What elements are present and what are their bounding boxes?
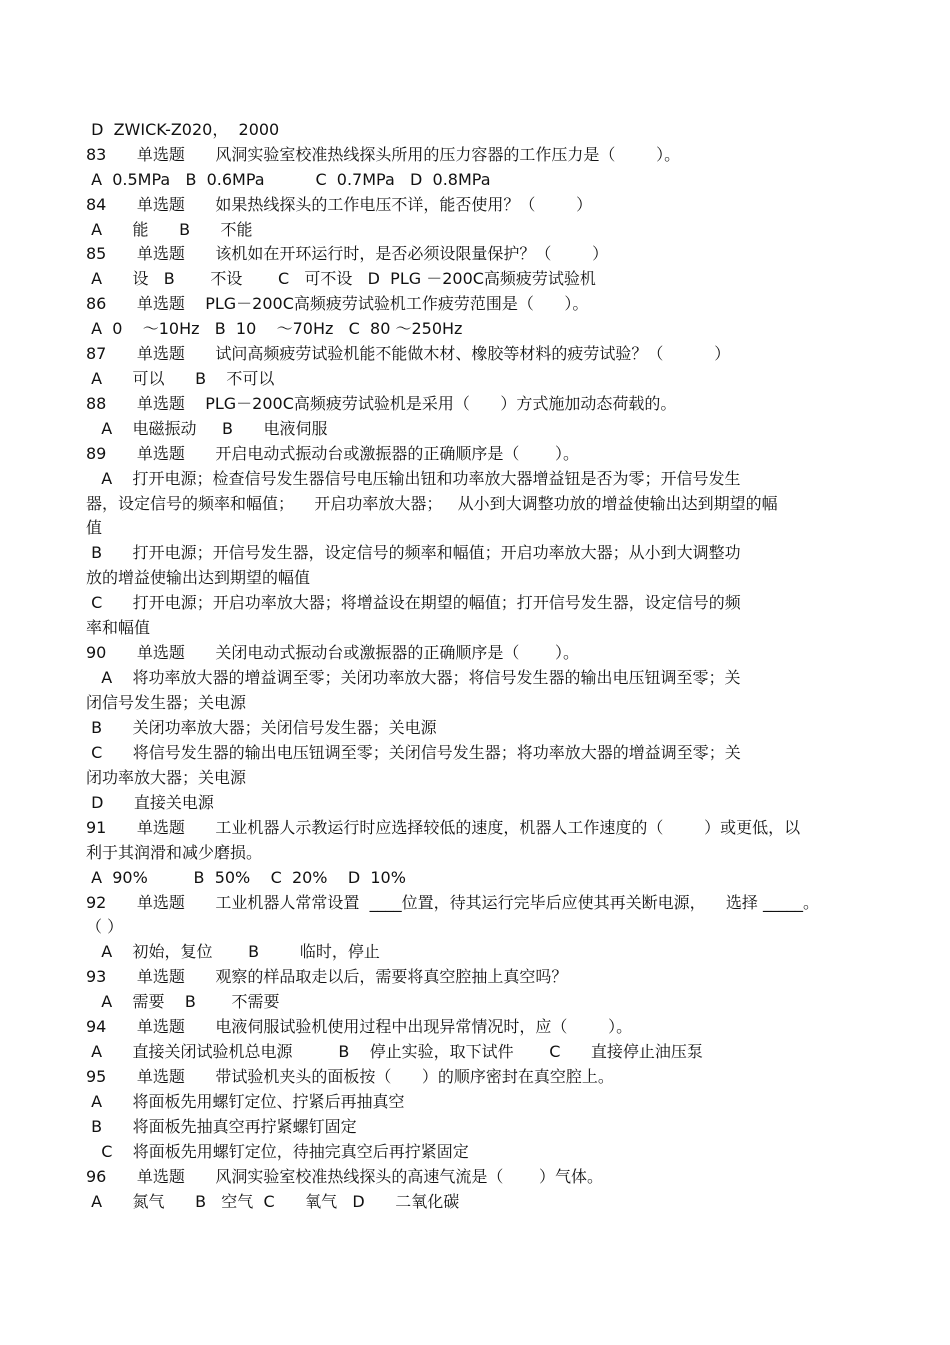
question-line: 89 单选题 开启电动式振动台或激振器的正确顺序是（ ）。 xyxy=(86,444,579,463)
option-continuation: 值 xyxy=(86,518,103,537)
question-line: 87 单选题 试问高频疲劳试验机能不能做木材、橡胶等材料的疲劳试验？（ ） xyxy=(86,344,731,363)
question-line: 92 单选题 工业机器人常常设置 ____位置，待其运行完毕后应使其再关断电源， 选择 _____。 xyxy=(86,893,819,912)
options-line: A 氮气 B 空气 C 氧气 D 二氧化碳 xyxy=(86,1192,460,1211)
question-line: 94 单选题 电液伺服试验机使用过程中出现异常情况时，应（ ）。 xyxy=(86,1017,633,1036)
text-line: D ZWICK-Z020， 2000 xyxy=(86,120,280,139)
question-line: 83 单选题 风洞实验室校准热线探头所用的压力容器的工作压力是（ ）。 xyxy=(86,145,681,164)
question-line: 84 单选题 如果热线探头的工作电压不详，能否使用？（ ） xyxy=(86,195,593,214)
option-line: B 打开电源；开信号发生器，设定信号的频率和幅值；开启功率放大器；从小到大调整功 xyxy=(86,543,741,562)
option-continuation: 率和幅值 xyxy=(86,618,151,637)
option-line: C 打开电源；开启功率放大器；将增益设在期望的幅值；打开信号发生器，设定信号的频 xyxy=(86,593,741,612)
option-continuation: 闭信号发生器；关电源 xyxy=(86,693,247,712)
options-line: A 能 B 不能 xyxy=(86,220,253,239)
question-line: 91 单选题 工业机器人示教运行时应选择较低的速度，机器人工作速度的（ ）或更低，以 xyxy=(86,818,801,837)
question-line: 93 单选题 观察的样品取走以后，需要将真空腔抽上真空吗？ xyxy=(86,967,568,986)
options-line: A 0.5MPa B 0.6MPa C 0.7MPa D 0.8MPa xyxy=(86,170,491,189)
option-line: C 将信号发生器的输出电压钮调至零；关闭信号发生器；将功率放大器的增益调至零；关 xyxy=(86,743,741,762)
option-line: C 将面板先用螺钉定位，待抽完真空后再拧紧固定 xyxy=(86,1142,469,1161)
option-continuation: 器，设定信号的频率和幅值； 开启功率放大器； 从小到大调整功放的增益使输出达到期望的幅 xyxy=(86,494,778,513)
question-line: 86 单选题 PLG－200C高频疲劳试验机工作疲劳范围是（ ）。 xyxy=(86,294,589,313)
question-line: 85 单选题 该机如在开环运行时，是否必须设限量保护？（ ） xyxy=(86,244,609,263)
question-continuation: （ ） xyxy=(86,917,124,936)
options-line: A 90% B 50% C 20% D 10% xyxy=(86,868,406,887)
options-line: A 设 B 不设 C 可不设 D PLG －200C高频疲劳试验机 xyxy=(86,269,596,288)
option-line: A 将功率放大器的增益调至零；关闭功率放大器；将信号发生器的输出电压钮调至零；关 xyxy=(86,668,741,687)
options-line: A 电磁振动 B 电液伺服 xyxy=(86,419,328,438)
question-line: 96 单选题 风洞实验室校准热线探头的高速气流是（ ）气体。 xyxy=(86,1167,603,1186)
question-line: 95 单选题 带试验机夹头的面板按（ ）的顺序密封在真空腔上。 xyxy=(86,1067,614,1086)
option-line: B 关闭功率放大器；关闭信号发生器；关电源 xyxy=(86,718,437,737)
option-line: A 打开电源；检查信号发生器信号电压输出钮和功率放大器增益钮是否为零；开信号发生 xyxy=(86,469,741,488)
options-line: A 直接关闭试验机总电源 B 停止实验，取下试件 C 直接停止油压泵 xyxy=(86,1042,703,1061)
question-line: 90 单选题 关闭电动式振动台或激振器的正确顺序是（ ）。 xyxy=(86,643,579,662)
option-line: B 将面板先抽真空再拧紧螺钉固定 xyxy=(86,1117,357,1136)
options-line: A 0 ～10Hz B 10 ～70Hz C 80 ～250Hz xyxy=(86,319,463,338)
option-line: A 将面板先用螺钉定位、拧紧后再抽真空 xyxy=(86,1092,405,1111)
question-continuation: 利于其润滑和减少磨损。 xyxy=(86,843,263,862)
options-line: A 需要 B 不需要 xyxy=(86,992,280,1011)
option-continuation: 放的增益使输出达到期望的幅值 xyxy=(86,568,311,587)
option-continuation: 闭功率放大器；关电源 xyxy=(86,768,247,787)
options-line: A 可以 B 不可以 xyxy=(86,369,275,388)
question-line: 88 单选题 PLG－200C高频疲劳试验机是采用（ ）方式施加动态荷载的。 xyxy=(86,394,677,413)
option-line: D 直接关电源 xyxy=(86,793,214,812)
options-line: A 初始，复位 B 临时，停止 xyxy=(86,942,380,961)
